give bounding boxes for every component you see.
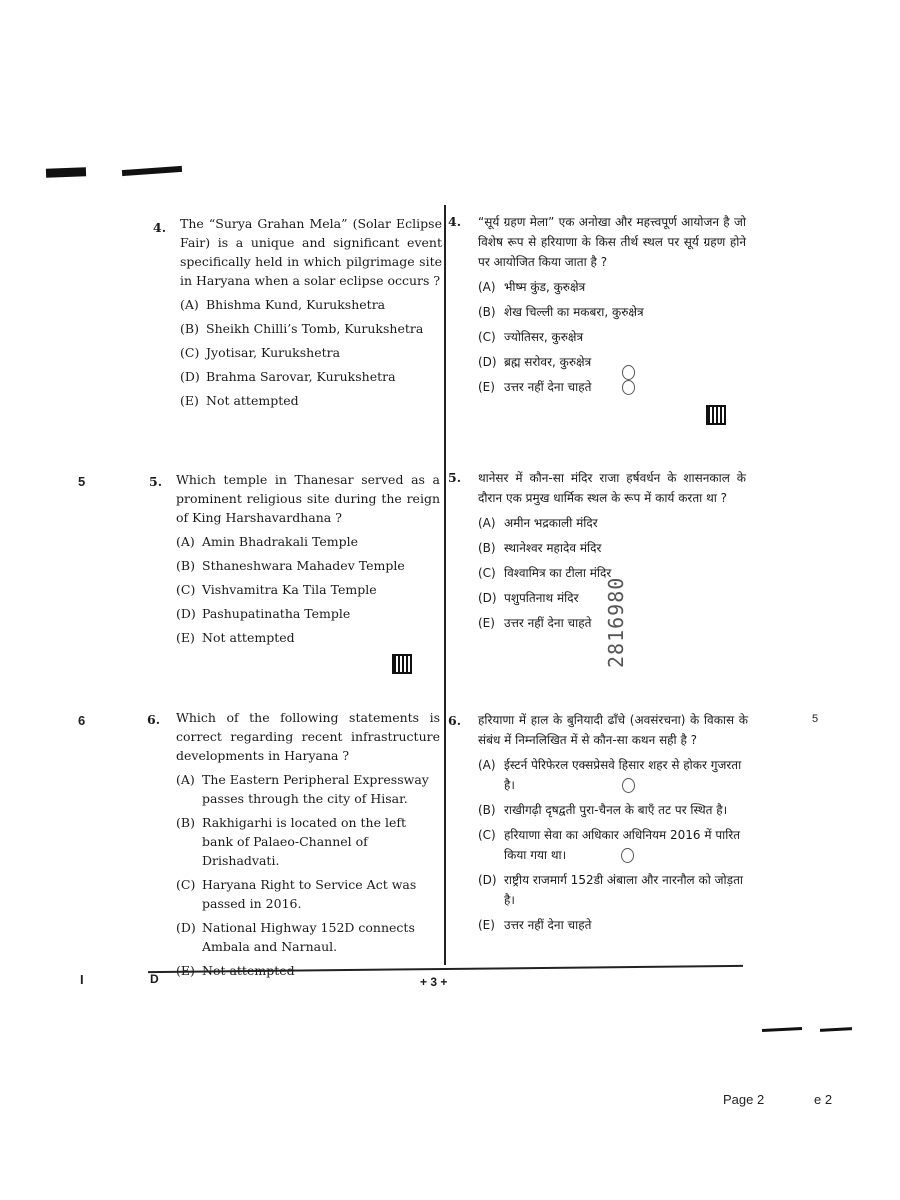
option-text: स्थानेश्वर महादेव मंदिर: [504, 541, 602, 555]
option-a: [180, 295, 442, 314]
option-b: [478, 538, 746, 558]
option-text: राखीगढ़ी दृषद्वती पुरा-चैनल के बाएँ तट पर स्थित है।: [504, 803, 728, 817]
option-text: राष्ट्रीय राजमार्ग 152डी अंबाला और नारनौल को जोड़ता है।: [504, 873, 744, 907]
option-d: [478, 870, 748, 910]
option-text: उत्तर नहीं देना चाहते: [504, 918, 592, 932]
option-b: [478, 800, 748, 820]
option-text: अमीन भद्रकाली मंदिर: [504, 516, 598, 530]
option-key: (D): [478, 355, 497, 369]
option-b: [180, 319, 442, 338]
question-number: 4.: [153, 220, 167, 235]
option-text: Vishvamitra Ka Tila Temple: [202, 582, 377, 597]
option-b: [176, 813, 440, 870]
circle-mark: [621, 848, 634, 863]
option-a: [176, 770, 440, 808]
question-text: Which of the following statements is correct regarding recent infrastructure developments in Haryana ?: [176, 710, 440, 763]
page-number: + 3 +: [420, 975, 448, 989]
option-key: (D): [176, 606, 196, 621]
margin-number-right-5: 5: [812, 713, 819, 725]
option-key: (B): [176, 815, 195, 830]
option-e: [478, 377, 746, 397]
crop-mark-bottom-right-1: [762, 1027, 802, 1032]
option-key: (B): [180, 321, 199, 336]
question-4-en: [180, 214, 442, 410]
question-6-en: [176, 708, 440, 980]
option-text: Haryana Right to Service Act was passed in 2016.: [202, 877, 417, 911]
option-c: [176, 580, 440, 599]
option-key: (C): [176, 582, 196, 597]
option-key: (B): [176, 558, 195, 573]
question-5-en: [176, 470, 440, 647]
option-e: [176, 628, 440, 647]
option-text: Brahma Sarovar, Kurukshetra: [206, 369, 396, 384]
option-text: Pashupatinatha Temple: [202, 606, 351, 621]
option-d: [180, 367, 442, 386]
option-text: उत्तर नहीं देना चाहते: [504, 380, 592, 394]
option-text: Not attempted: [206, 393, 299, 408]
option-text: विश्वामित्र का टीला मंदिर: [504, 566, 612, 580]
question-number: 6.: [448, 713, 462, 728]
crop-mark-left: [46, 167, 86, 177]
option-a: [478, 513, 746, 533]
option-key: (E): [478, 616, 495, 630]
page-label-partial: e 2: [814, 1092, 833, 1107]
option-text: ब्रह्म सरोवर, कुरुक्षेत्र: [504, 355, 592, 369]
option-text: Sheikh Chilli’s Tomb, Kurukshetra: [206, 321, 424, 336]
question-4-hi: [478, 212, 746, 397]
option-key: (C): [176, 877, 196, 892]
option-key: (C): [478, 566, 496, 580]
option-key: (E): [176, 630, 195, 645]
option-key: (A): [478, 280, 496, 294]
option-d: [176, 604, 440, 623]
question-number: 5.: [149, 474, 163, 489]
circle-mark: [622, 380, 635, 395]
option-text: उत्तर नहीं देना चाहते: [504, 616, 592, 630]
option-a: [176, 532, 440, 551]
option-key: (A): [176, 534, 195, 549]
option-text: हरियाणा सेवा का अधिकार अधिनियम 2016 में पारित किया गया था।: [504, 828, 741, 862]
option-a: [478, 277, 746, 297]
question-text: थानेसर में कौन-सा मंदिर राजा हर्षवर्धन के शासनकाल के दौरान एक प्रमुख धार्मिक स्थल के रूप में कार्य करता था ?: [478, 471, 746, 505]
option-d: [478, 352, 746, 372]
margin-number-6: 6: [78, 713, 86, 728]
option-key: (A): [478, 758, 496, 772]
serial-stamp: 2816980: [604, 576, 628, 668]
option-c: [176, 875, 440, 913]
option-text: शेख चिल्ली का मकबरा, कुरुक्षेत्र: [504, 305, 644, 319]
margin-mark-left: I: [80, 972, 84, 987]
option-text: Amin Bhadrakali Temple: [202, 534, 359, 549]
crop-mark-bottom-right-2: [820, 1027, 852, 1032]
option-d: [176, 918, 440, 956]
question-number: 4.: [448, 214, 462, 229]
option-key: (B): [478, 803, 496, 817]
option-e: [180, 391, 442, 410]
option-text: Not attempted: [202, 630, 295, 645]
option-text: Sthaneshwara Mahadev Temple: [202, 558, 405, 573]
option-key: (A): [180, 297, 199, 312]
option-c: [478, 327, 746, 347]
question-text: “सूर्य ग्रहण मेला” एक अनोखा और महत्त्वपूर्ण आयोजन है जो विशेष रूप से हरियाणा के किस तीर्थ स्थल पर सूर्य ग्रहण होने पर आयोजित किया जाता है ?: [478, 215, 746, 269]
option-key: (A): [478, 516, 496, 530]
margin-number-5: 5: [78, 474, 86, 489]
option-key: (E): [180, 393, 199, 408]
option-text: The Eastern Peripheral Expressway passes through the city of Hisar.: [202, 772, 429, 806]
option-c: [180, 343, 442, 362]
option-key: (D): [478, 873, 497, 887]
option-text: Rakhigarhi is located on the left bank of Palaeo-Channel of Drishadvati.: [202, 815, 407, 868]
question-number: 6.: [147, 712, 161, 727]
option-text: पशुपतिनाथ मंदिर: [504, 591, 579, 605]
circle-mark: [622, 778, 635, 793]
option-key: (A): [176, 772, 195, 787]
option-text: Bhishma Kund, Kurukshetra: [206, 297, 386, 312]
question-6-hi: [478, 710, 748, 935]
option-text: भीष्म कुंड, कुरुक्षेत्र: [504, 280, 586, 294]
option-c: [478, 825, 748, 865]
series-code: D: [150, 972, 159, 986]
option-text: ज्योतिसर, कुरुक्षेत्र: [504, 330, 584, 344]
circle-mark: [622, 365, 635, 380]
option-text: National Highway 152D connects Ambala and Narnaul.: [202, 920, 415, 954]
option-b: [478, 302, 746, 322]
option-key: (C): [180, 345, 200, 360]
option-e: [478, 915, 748, 935]
option-b: [176, 556, 440, 575]
option-text: ईस्टर्न पेरिफेरल एक्सप्रेसवे हिसार शहर से होकर गुजरता है।: [504, 758, 742, 792]
option-key: (E): [478, 918, 495, 932]
crop-mark-top: [122, 166, 182, 176]
option-key: (C): [478, 828, 496, 842]
option-key: (D): [478, 591, 497, 605]
question-text: Which temple in Thanesar served as a prominent religious site during the reign of King Harshavardhana ?: [176, 472, 440, 525]
question-number: 5.: [448, 470, 462, 485]
option-key: (C): [478, 330, 496, 344]
column-divider: [444, 205, 446, 965]
option-text: Jyotisar, Kurukshetra: [206, 345, 341, 360]
option-key: (D): [176, 920, 196, 935]
page-label: Page 2: [723, 1092, 765, 1107]
option-key: (B): [478, 305, 496, 319]
question-text: The “Surya Grahan Mela” (Solar Eclipse Fair) is a unique and significant event specifically held in which pilgrimage site in Haryana when a solar eclipse occurs ?: [180, 216, 442, 288]
option-key: (D): [180, 369, 200, 384]
option-key: (B): [478, 541, 496, 555]
question-text: हरियाणा में हाल के बुनियादी ढाँचे (अवसंरचना) के विकास के संबंध में निम्नलिखित में से कौन-सा कथन सही है ?: [478, 713, 748, 747]
option-key: (E): [478, 380, 495, 394]
qr-code-icon: [392, 654, 412, 674]
qr-code-icon: [706, 405, 726, 425]
option-a: [478, 755, 748, 795]
